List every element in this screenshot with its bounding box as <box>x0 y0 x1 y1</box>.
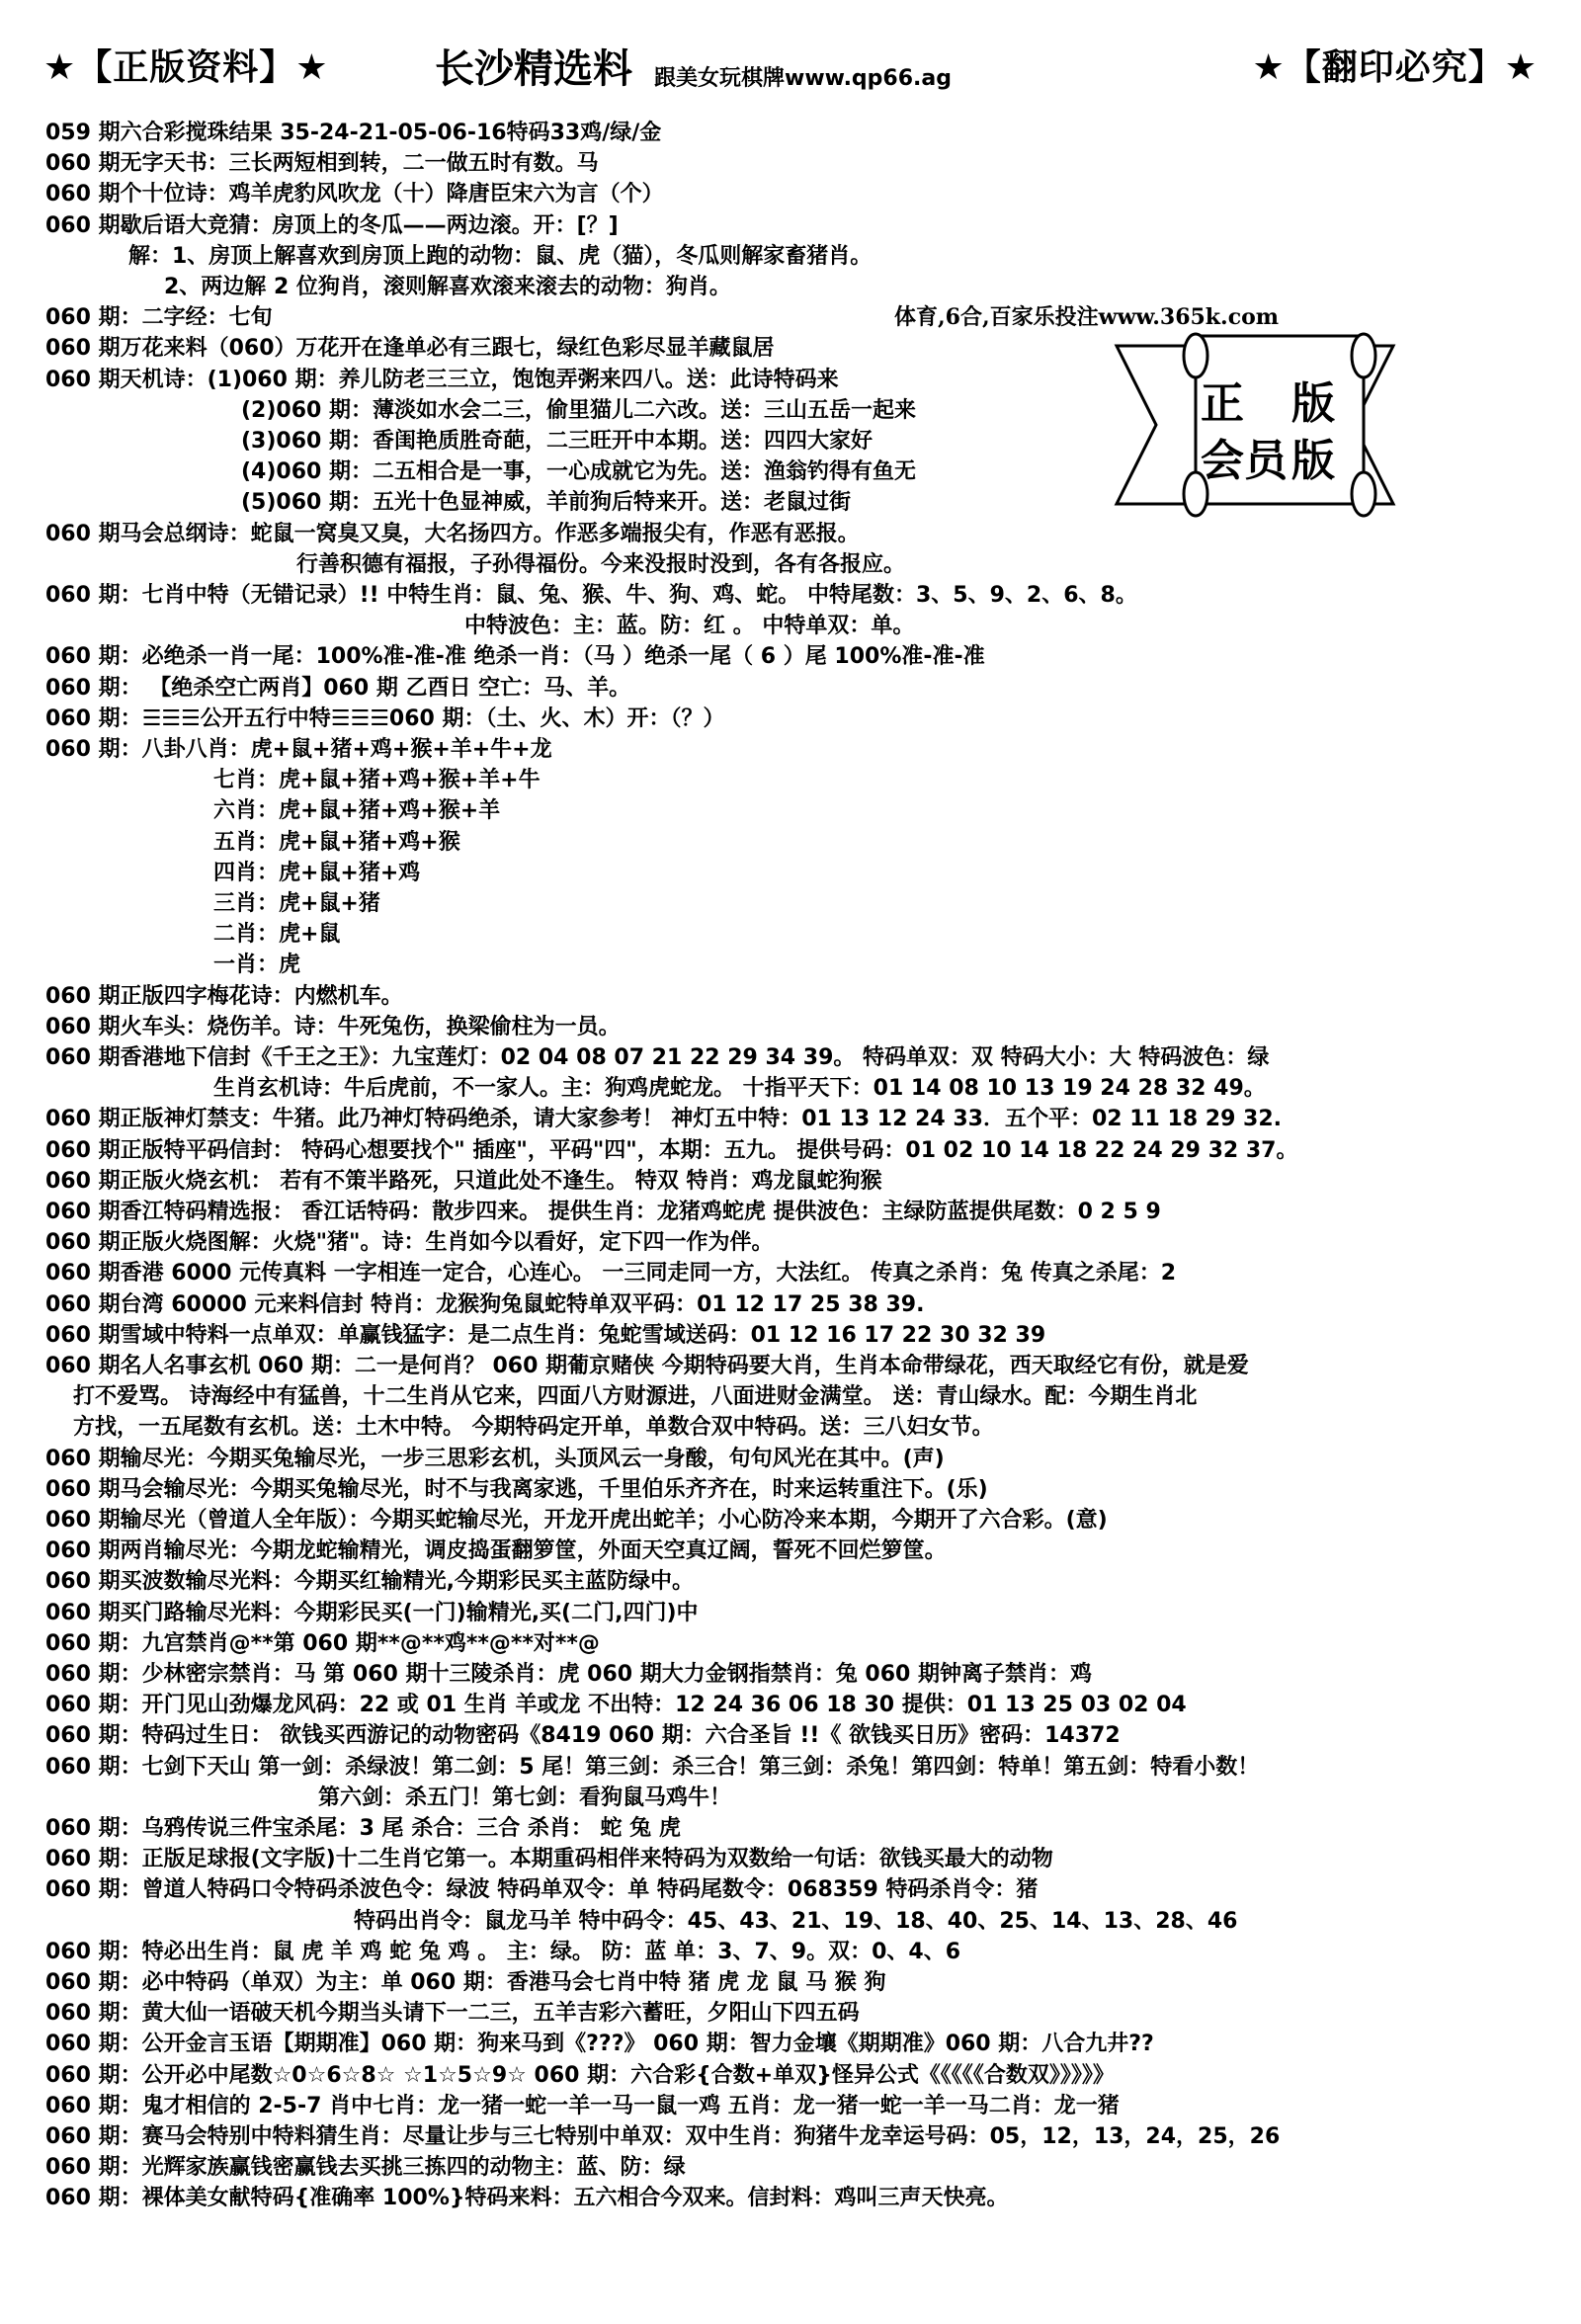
text-line: 特码出肖令：鼠龙马羊 特中码令：45、43、21、19、18、40、25、14、13、28、46 <box>354 1908 1238 1934</box>
text-line: 060 期：少林密宗禁肖：马 第 060 期十三陵杀肖：虎 060 期大力金钢指禁肖：兔 060 期钟离子禁肖：鸡 <box>45 1662 1092 1687</box>
text-line: 060 期万花来料（060）万花开在逢单必有三跟七，绿红色彩尽显羊藏鼠居 <box>45 336 775 362</box>
text-line: 五肖：虎+鼠+猪+鸡+猴 <box>213 829 460 855</box>
text-line: 060 期买波数输尽光料：今期买红输精光,今期彩民买主蓝防绿中。 <box>45 1569 694 1595</box>
ad-text: 体育,6合,百家乐投注www.365k.com <box>894 304 1280 330</box>
text-line: (3)060 期：香闺艳质胜奇葩，二三旺开中本期。送：四四大家好 <box>241 429 874 454</box>
text-line: 2、两边解 2 位狗肖，滚则解喜欢滚来滚去的动物：狗肖。 <box>164 275 731 299</box>
text-line: 060 期：开门见山劲爆龙风码：22 或 01 生肖 羊或龙 不出特：12 24 36 06 18 30 提供：01 13 25 03 02 04 <box>45 1693 1187 1718</box>
page-title: 长沙精选料 <box>435 46 632 92</box>
text-line: 060 期输尽光：今期买兔输尽光，一步三思彩玄机，头顶风云一身酸，句句风光在其中。(声) <box>45 1446 945 1471</box>
badge-char: 版 <box>1291 378 1335 429</box>
text-line: 060 期正版火烧图解：火烧"猪"。诗：生肖如今以看好，定下四一作为伴。 <box>45 1230 774 1256</box>
text-line: 二肖：虎+鼠 <box>213 922 341 948</box>
text-line: 060 期雪域中特料一点单双：单赢钱猛字：是二点生肖：兔蛇雪域送码：01 12 16 17 22 30 32 39 <box>45 1322 1046 1348</box>
header-right-slogan: ★【翻印必究】★ <box>1252 47 1538 88</box>
text-line: 060 期：乌鸦传说三件宝杀尾：3 尾 杀合：三合 杀肖： 蛇 兔 虎 <box>45 1816 681 1841</box>
header <box>0 0 1581 119</box>
text-line: 四肖：虎+鼠+猪+鸡 <box>213 860 421 885</box>
text-line: 打不爱骂。 诗海经中有猛兽，十二生肖从它来，四面八方财源进，八面进财金满堂。 送：青山绿水。配：今期生肖北 <box>73 1384 1198 1410</box>
text-line: 060 期正版四字梅花诗：内燃机车。 <box>45 983 403 1009</box>
text-line: 060 期台湾 60000 元来料信封 特肖：龙猴狗兔鼠蛇特单双平码：01 12 17 25 38 39. <box>45 1291 925 1317</box>
text-line: 060 期个十位诗：鸡羊虎豹风吹龙（十）降唐臣宋六为言（个） <box>45 182 664 208</box>
text-line: 060 期香港地下信封《千王之王》：九宝莲灯：02 04 08 07 21 22 29 34 39。 特码单双：双 特码大小：大 特码波色：绿 <box>45 1045 1270 1070</box>
text-line: 059 期六合彩搅珠结果 35-24-21-05-06-16特码33鸡/绿/金 <box>45 121 662 145</box>
text-line: 060 期：公开必中尾数☆0☆6☆8☆ ☆1☆5☆9☆ 060 期：六合彩{合数+单双}怪异公式《《《《《合数双》》》》》 <box>45 2062 1115 2088</box>
text-line: 060 期：必中特码（单双）为主：单 060 期：香港马会七肖中特 猪 虎 龙 鼠 马 猴 狗 <box>45 1970 886 1995</box>
text-line: 060 期：八卦八肖：虎+鼠+猪+鸡+猴+羊+牛+龙 <box>45 737 552 762</box>
text-line: 一肖：虎 <box>213 953 301 978</box>
text-line: 060 期正版特平码信封： 特码心想要找个" 插座"，平码"四"，本期：五九。 提供号码：01 02 10 14 18 22 24 29 32 37。 <box>45 1137 1298 1163</box>
text-line: 060 期香港 6000 元传真料 一字相连一定合，心连心。 一三同走同一方，大法红。 传真之杀肖：兔 传真之杀尾：2 <box>45 1261 1177 1286</box>
text-line: 060 期买门路输尽光料：今期彩民买(一门)输精光,买(二门,四门)中 <box>45 1600 699 1625</box>
text-line: 060 期马会总纲诗：蛇鼠一窝臭又臭，大名扬四方。作恶多端报尖有，作恶有恶报。 <box>45 521 860 546</box>
text-line: 060 期：黄大仙一语破天机今期当头请下一二三，五羊吉彩六蓄旺，夕阳山下四五码 <box>45 2001 860 2027</box>
text-line: 中特波色：主：蓝。防：红 。 中特单双：单。 <box>464 614 915 639</box>
text-line: 060 期火车头：烧伤羊。诗：牛死兔伤，换梁偷柱为一员。 <box>45 1014 621 1039</box>
text-line: 060 期天机诗：(1)060 期：养儿防老三三立，饱饱弄粥来四八。送：此诗特码来 <box>45 367 839 392</box>
text-line: (2)060 期：薄淡如水会二三，偷里猫儿二六改。送：三山五岳一起来 <box>241 397 917 423</box>
text-line: (5)060 期：五光十色显神威，羊前狗后特来开。送：老鼠过街 <box>241 490 852 516</box>
badge-text <box>1201 375 1418 490</box>
text-line: 060 期：正版足球报(文字版)十二生肖它第一。本期重码相伴来特码为双数给一句话：欲钱买最大的动物 <box>45 1847 1053 1872</box>
text-line: 060 期：七剑下天山 第一剑：杀绿波！第二剑：5 尾！第三剑：杀三合！第三剑：杀兔！第四剑：特单！第五剑：特看小数！ <box>45 1754 1260 1780</box>
text-line: 三肖：虎+鼠+猪 <box>213 891 380 916</box>
text-line: 060 期香江特码精选报： 香江话特码：散步四来。 提供生肖：龙猪鸡蛇虎 提供波色：主绿防蓝提供尾数：0 2 5 9 <box>45 1200 1161 1224</box>
badge-char: 版 <box>1291 436 1335 486</box>
text-line: 060 期：曾道人特码口令特码杀波色令：绿波 特码单双令：单 特码尾数令：068359 特码杀肖令：猪 <box>45 1877 1039 1903</box>
text-line: 解：1、房顶上解喜欢到房顶上跑的动物：鼠、虎（猫），冬瓜则解家畜猪肖。 <box>128 243 873 269</box>
badge-char: 正 <box>1201 378 1244 429</box>
text-line: 060 期马会输尽光：今期买兔输尽光，时不与我离家逃，千里伯乐齐齐在，时来运转重注下。(乐) <box>45 1476 988 1502</box>
badge-char: 会员 <box>1201 436 1288 486</box>
text-line: 060 期：特必出生肖：鼠 虎 羊 鸡 蛇 兔 鸡 。 主：绿。 防：蓝 单：3、7、9。双：0、4、6 <box>45 1939 961 1964</box>
text-line: 060 期：九宫禁肖@**第 060 期**@**鸡**@**对**@ <box>45 1630 600 1656</box>
text-line: 060 期输尽光（曾道人全年版）：今期买蛇输尽光，开龙开虎出蛇羊；小心防冷来本期，今期开了六合彩。(意) <box>45 1508 1108 1533</box>
text-line: 第六剑：杀五门！第七剑：看狗鼠马鸡牛！ <box>318 1784 732 1810</box>
text-line: 七肖：虎+鼠+猪+鸡+猴+羊+牛 <box>213 768 541 793</box>
text-line: 060 期：二字经：七旬 <box>45 305 273 331</box>
text-line: 060 期：七肖中特（无错记录）!! 中特生肖：鼠、兔、猴、牛、狗、鸡、蛇。 中特尾数：3、5、9、2、6、8。 <box>45 583 1137 608</box>
text-line: 060 期： 【绝杀空亡两肖】060 期 乙酉日 空亡：马、羊。 <box>45 675 631 701</box>
text-line: 060 期：☰☰☰公开五行中特☰☰☰060 期：（土、火、木）开：（？） <box>45 706 725 731</box>
text-line: 060 期：鬼才相信的 2-5-7 肖中七肖：龙一猪一蛇一羊一马一鼠一鸡 五肖：龙一猪一蛇一羊一马二肖：龙一猪 <box>45 2093 1120 2118</box>
text-line: 方找，一五尾数有玄机。送：土木中特。 今期特码定开单，单数合双中特码。送：三八妇女节。 <box>73 1415 994 1441</box>
text-line: (4)060 期：二五相合是一事，一心成就它为先。送：渔翁钓得有鱼无 <box>241 459 917 485</box>
text-line: 行善积德有福报，子孙得福份。今来没报时没到，各有各报应。 <box>296 551 906 577</box>
text-line: 060 期名人名事玄机 060 期：二一是何肖？ 060 期葡京赌侠 今期特码要大肖，生肖本命带绿花，西天取经它有份，就是爱 <box>45 1354 1249 1378</box>
text-line: 060 期：公开金言玉语【期期准】060 期：狗来马到《???》 060 期：智力金壤《期期准》060 期：八合九井?? <box>45 2032 1154 2057</box>
text-line: 060 期：特码过生日： 欲钱买西游记的动物密码《8419 060 期：六合圣旨 !!《 欲钱买日历》密码：14372 <box>45 1723 1121 1749</box>
text-line: 060 期歇后语大竞猜：房顶上的冬瓜——两边滚。开：[？] <box>45 212 619 238</box>
text-line: 060 期无字天书：三长两短相到转，二一做五时有数。马 <box>45 151 599 177</box>
text-line: 生肖玄机诗：牛后虎前，不一家人。主：狗鸡虎蛇龙。 十指平天下：01 14 08 10 13 19 24 28 32 49。 <box>213 1076 1266 1102</box>
header-left-slogan: ★【正版资料】★ <box>43 47 329 88</box>
header-subtitle: 跟美女玩棋牌www.qp66.ag <box>654 66 952 91</box>
text-line: 060 期：光辉家族赢钱密赢钱去买挑三拣四的动物主：蓝、防：绿 <box>45 2155 686 2181</box>
text-line: 060 期：裸体美女献特码{准确率 100%}特码来料：五六相合今双来。信封料：鸡叫三声天快亮。 <box>45 2186 1009 2211</box>
text-line: 060 期正版火烧玄机： 若有不策半路死，只道此处不逢生。 特双 特肖：鸡龙鼠蛇狗猴 <box>45 1168 882 1194</box>
text-line: 060 期：赛马会特别中特料猜生肖：尽量让步与三七特别中单双：双中生肖：狗猪牛龙幸运号码：05，12，13，24，25，26 <box>45 2124 1281 2149</box>
text-line: 060 期正版神灯禁支：牛猪。此乃神灯特码绝杀，请大家参考！ 神灯五中特：01 13 12 24 33．五个平：02 11 18 29 32. <box>45 1107 1283 1132</box>
text-line: 060 期两肖输尽光：今期龙蛇输精光，调皮捣蛋翻箩筐，外面天空真辽阔，誓死不回烂箩筐。 <box>45 1538 947 1564</box>
text-line: 六肖：虎+鼠+猪+鸡+猴+羊 <box>213 798 501 824</box>
text-line: 060 期：必绝杀一肖一尾：100%准-准-准 绝杀一肖：（马 ）绝杀一尾（ 6 ）尾 100%准-准-准 <box>45 644 985 670</box>
